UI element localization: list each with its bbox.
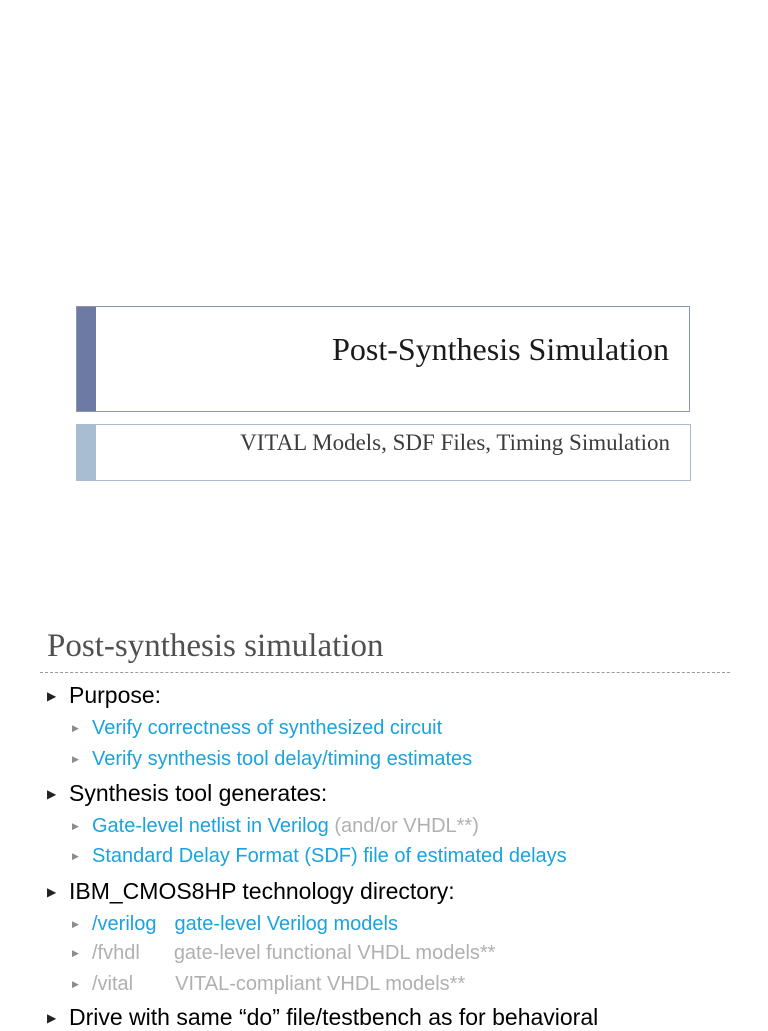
bullet-arrow-icon: ▶: [47, 689, 57, 703]
bullet-arrow-icon: ▶: [72, 851, 79, 861]
directory-path: /vital: [92, 973, 134, 995]
bullet-label: Drive with same “do” file/testbench as for behavioral: [69, 1004, 599, 1030]
sub-bullet: [72, 815, 479, 838]
sub-bullet: [72, 942, 495, 965]
bullet-arrow-icon: ▶: [72, 754, 79, 764]
slide-title: Post-Synthesis Simulation: [332, 331, 669, 367]
sub-bullet: [72, 748, 472, 771]
bullet-arrow-icon: ▶: [47, 787, 57, 801]
bullet-arrow-icon: ▶: [47, 885, 57, 899]
bullet-synthesis-tool: [47, 780, 327, 807]
bullet-tech-directory: [47, 878, 455, 905]
sub-bullet-text: Standard Delay Format (SDF) file of estimated delays: [92, 845, 567, 867]
sub-bullet: [72, 973, 465, 996]
bullet-arrow-icon: ▶: [72, 948, 79, 958]
sub-bullet-note: (and/or VHDL**): [328, 815, 479, 837]
directory-description: gate-level Verilog models: [174, 913, 398, 935]
directory-path: /fvhdl: [92, 942, 140, 964]
directory-description: gate-level functional VHDL models**: [173, 942, 496, 964]
bullet-label: Purpose:: [69, 682, 162, 708]
sub-bullet-text: Gate-level netlist in Verilog: [92, 815, 329, 837]
bullet-arrow-icon: ▶: [72, 723, 79, 733]
bullet-drive-testbench: [47, 1004, 598, 1031]
sub-bullet: [72, 717, 442, 740]
bullet-purpose: [47, 682, 161, 709]
bullet-arrow-icon: ▶: [47, 1011, 57, 1025]
directory-description: VITAL-compliant VHDL models**: [175, 973, 466, 995]
content-heading: Post-synthesis simulation: [47, 628, 384, 664]
sub-bullet-text: Verify correctness of synthesized circuit: [92, 717, 443, 739]
bullet-arrow-icon: ▶: [72, 821, 79, 831]
bullet-label: Synthesis tool generates:: [69, 780, 328, 806]
directory-path: /verilog: [92, 913, 157, 935]
bullet-arrow-icon: ▶: [72, 979, 79, 989]
bullet-label: IBM_CMOS8HP technology directory:: [69, 878, 455, 904]
sub-bullet: [72, 913, 398, 936]
slide-subtitle: VITAL Models, SDF Files, Timing Simulation: [240, 430, 670, 455]
sub-bullet-text: Verify synthesis tool delay/timing estimates: [92, 748, 473, 770]
bullet-arrow-icon: ▶: [72, 919, 79, 929]
sub-bullet: [72, 845, 567, 868]
